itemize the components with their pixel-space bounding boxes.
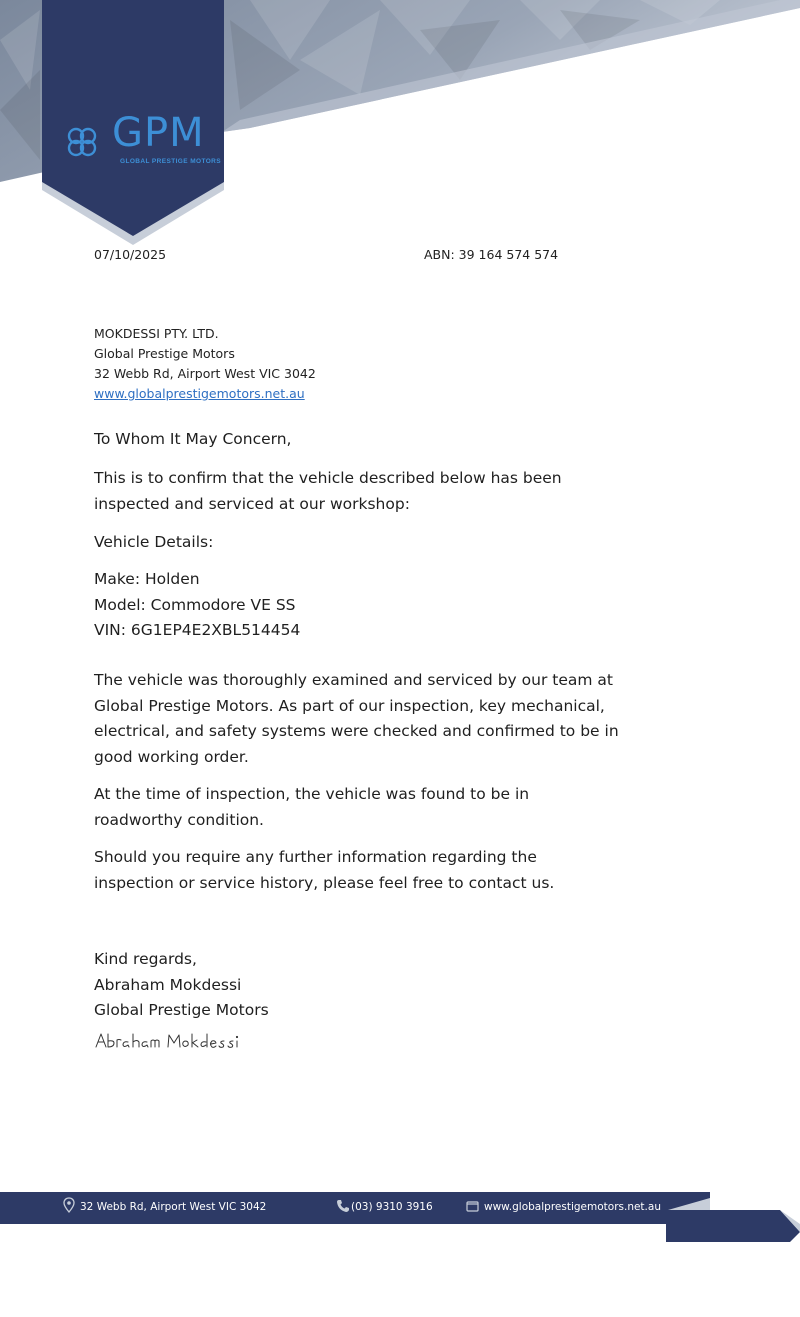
paragraph-line: The vehicle was thoroughly examined and serviced by our team at: [94, 671, 613, 689]
vehicle-vin: VIN: 6G1EP4E2XBL514454: [94, 621, 301, 639]
vehicle-model: Model: Commodore VE SS: [94, 595, 296, 614]
paragraph-line: electrical, and safety systems were checked and confirmed to be in: [94, 722, 619, 740]
sign-off-block: [94, 947, 654, 1024]
sender-address: 32 Webb Rd, Airport West VIC 3042: [94, 366, 316, 381]
intro-line: inspected and serviced at our workshop:: [94, 494, 410, 513]
sender-trading-name: Global Prestige Motors: [94, 346, 235, 361]
footer-phone: (03) 9310 3916: [351, 1201, 433, 1213]
paragraph-line: Should you require any further information regarding the: [94, 848, 537, 866]
signer-name: Abraham Mokdessi: [94, 975, 242, 994]
handwritten-signature: [94, 1030, 244, 1052]
contact-paragraph: [94, 845, 654, 896]
signer-company: Global Prestige Motors: [94, 1001, 269, 1019]
sender-company: MOKDESSI PTY. LTD.: [94, 326, 219, 341]
logo-emblem-icon: [62, 122, 102, 162]
sender-address-block: [94, 324, 316, 404]
vehicle-details-heading: Vehicle Details:: [94, 533, 214, 551]
logo-initials: GPM: [112, 110, 205, 156]
letter-date: 07/10/2025: [94, 247, 167, 262]
phone-icon: [336, 1199, 350, 1213]
intro-line: This is to confirm that the vehicle described below has been: [94, 469, 562, 487]
inspection-paragraph: [94, 668, 654, 770]
paragraph-line: Global Prestige Motors. As part of our inspection, key mechanical,: [94, 696, 605, 715]
footer-address: 32 Webb Rd, Airport West VIC 3042: [80, 1201, 267, 1213]
abn-number: ABN: 39 164 574 574: [424, 247, 559, 262]
paragraph-line: At the time of inspection, the vehicle was found to be in: [94, 785, 530, 803]
web-icon: [466, 1200, 479, 1213]
footer-band: [0, 1188, 800, 1248]
logo-tagline: GLOBAL PRESTIGE MOTORS: [120, 158, 222, 165]
sender-website-link[interactable]: www.globalprestigemotors.net.au: [94, 386, 305, 401]
paragraph-line: good working order.: [94, 747, 249, 766]
roadworthy-paragraph: [94, 782, 654, 833]
vehicle-make: Make: Holden: [94, 570, 200, 588]
vehicle-details-list: [94, 567, 654, 644]
closing: Kind regards,: [94, 950, 197, 968]
intro-paragraph: [94, 466, 654, 517]
paragraph-line: roadworthy condition.: [94, 810, 264, 829]
salutation: To Whom It May Concern,: [94, 430, 292, 448]
location-pin-icon: [63, 1197, 75, 1213]
paragraph-line: inspection or service history, please feel free to contact us.: [94, 873, 555, 892]
footer-website: www.globalprestigemotors.net.au: [484, 1201, 661, 1213]
